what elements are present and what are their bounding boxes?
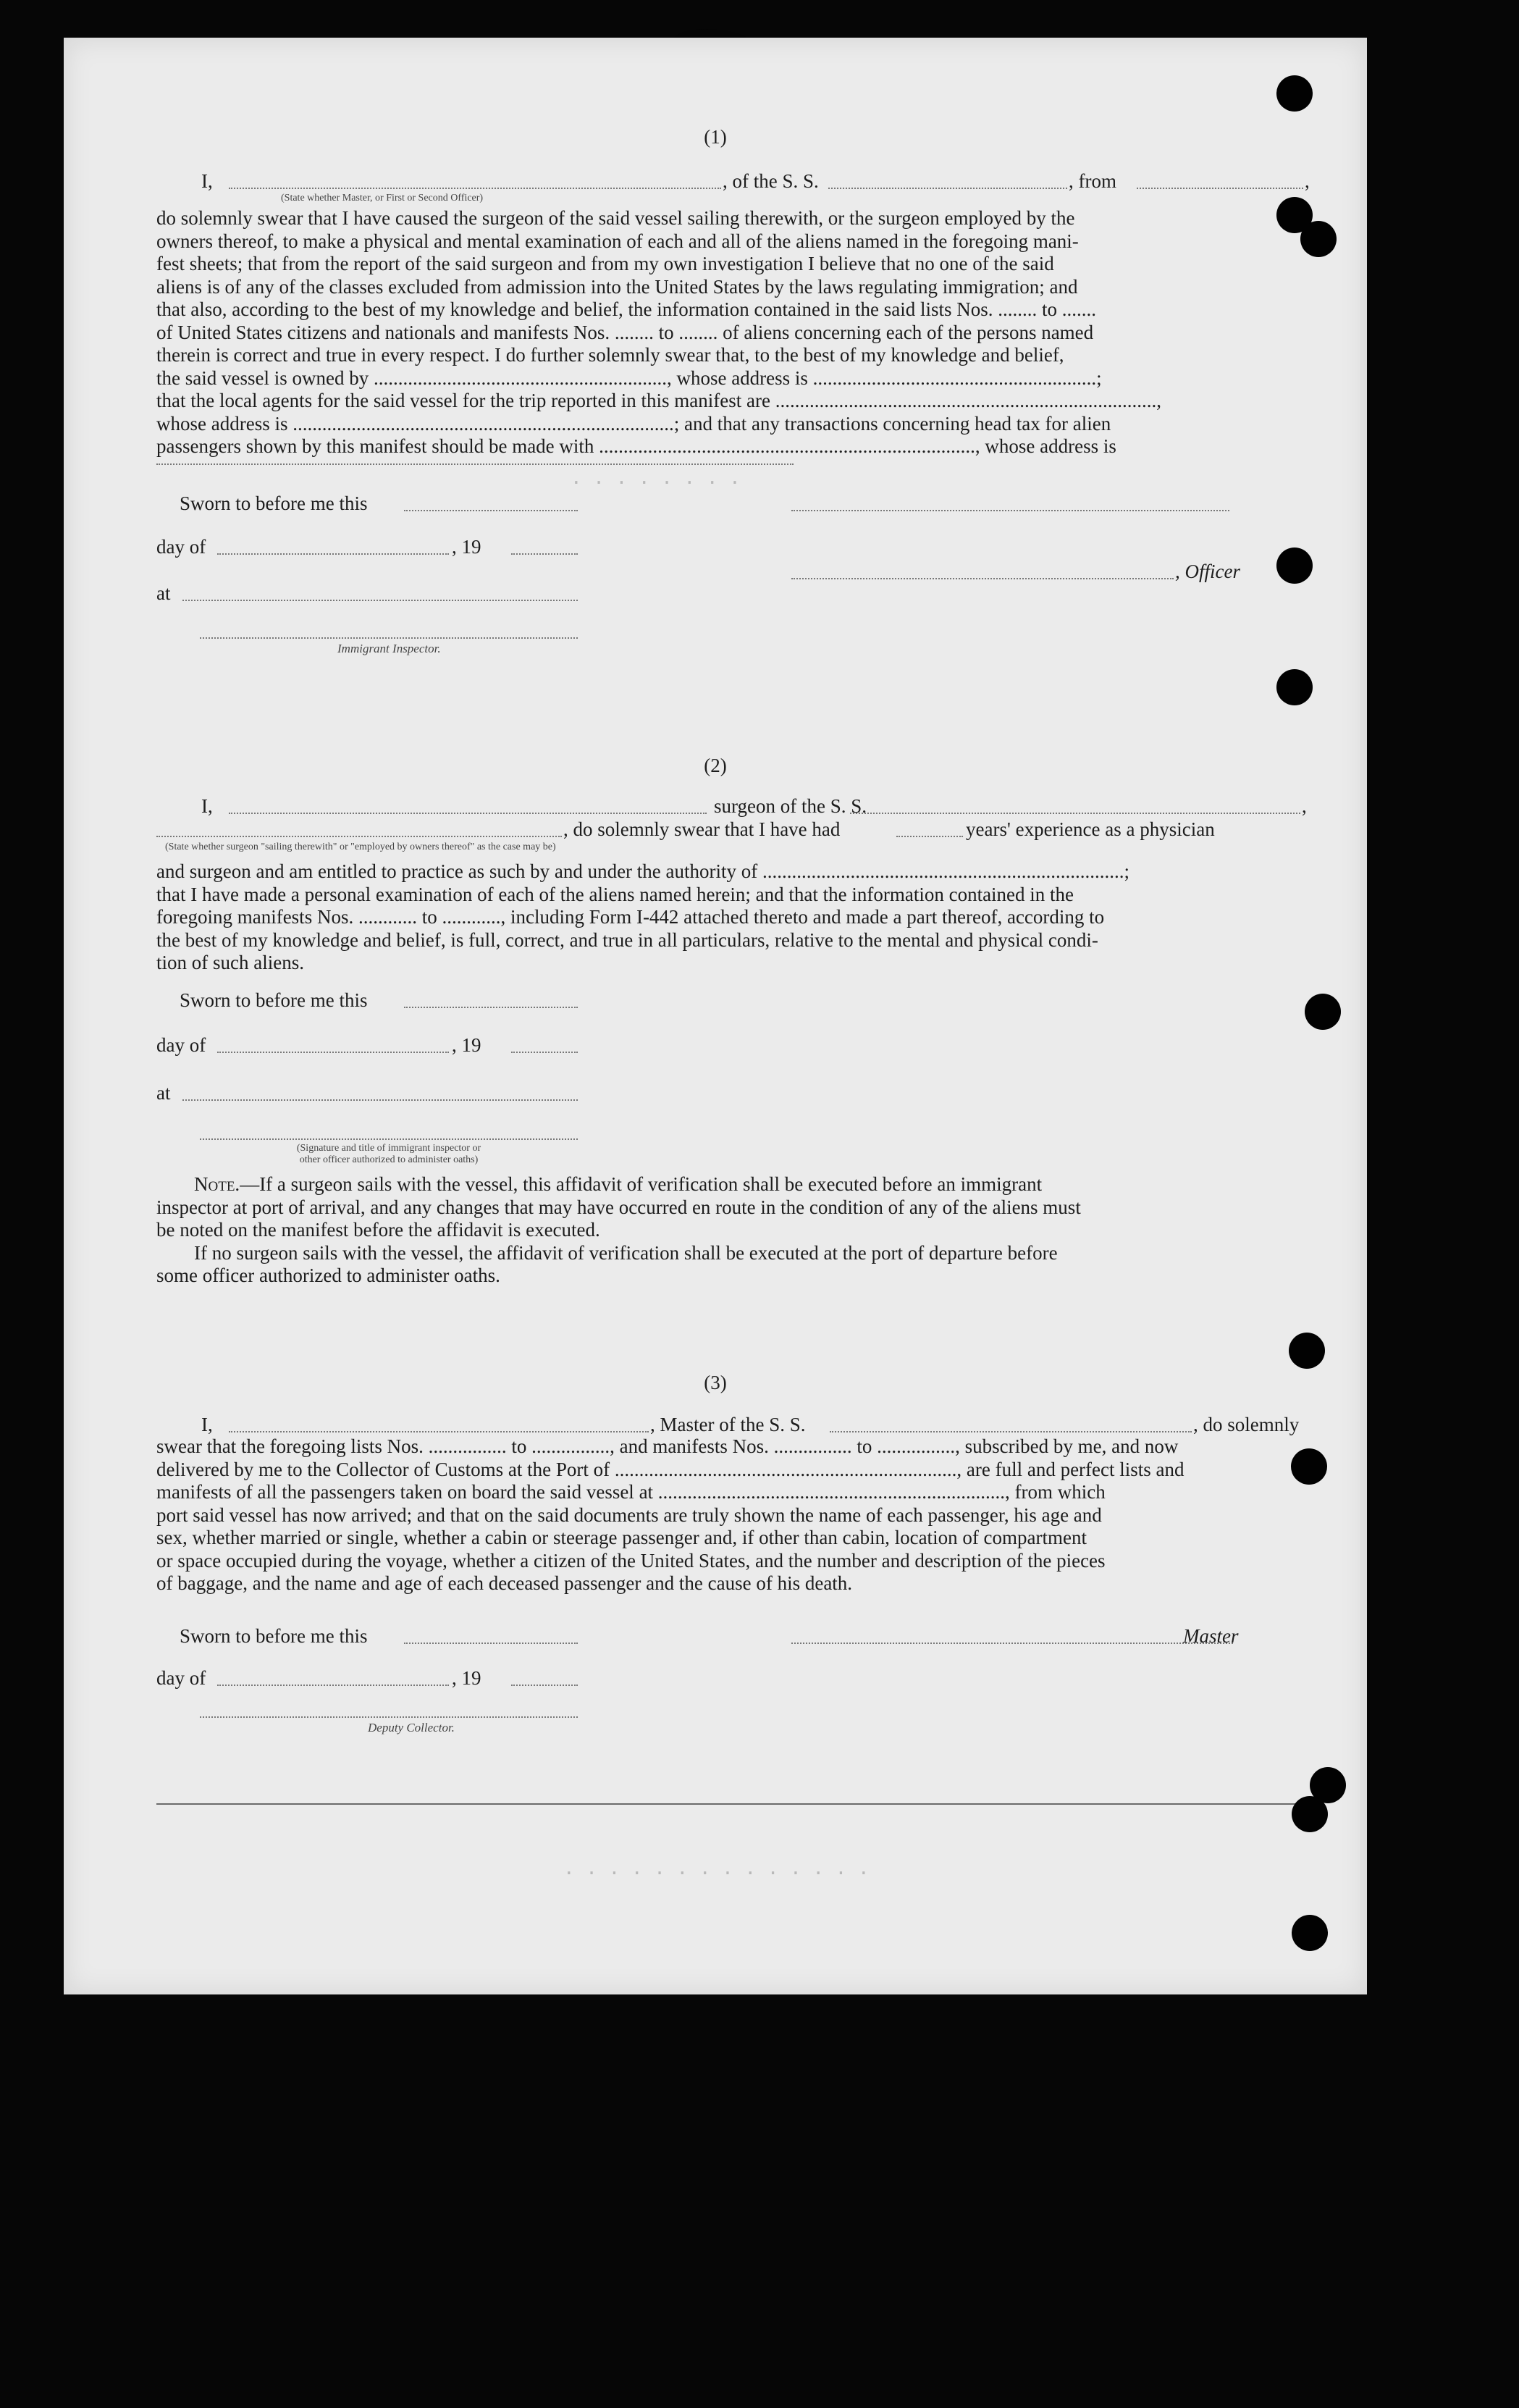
section-1-line: whose address is ..............................................................................; and that any transactions concerning head tax for alien xyxy=(156,412,1111,435)
section-2-sworn: Sworn to before me this xyxy=(180,989,368,1011)
section-3-line: sex, whether married or single, whether a cabin or steerage passenger and, if other than cabin, location of compartment xyxy=(156,1527,1087,1548)
years-experience-field[interactable] xyxy=(896,836,963,837)
section-2-number: (2) xyxy=(704,755,727,776)
section-1-line: that the local agents for the said vessel for the trip reported in this manifest are .............................................................................., xyxy=(156,390,1161,411)
section-3-master-of: , Master of the S. S. xyxy=(650,1414,806,1435)
section-3-body xyxy=(156,1435,1308,1595)
section-1-line: do solemnly swear that I have caused the surgeon of the said vessel sailing therewith, or the surgeon employed by the xyxy=(156,207,1075,229)
signature-caption-1: (Signature and title of immigrant inspector or xyxy=(296,1143,481,1154)
section-2-line: the best of my knowledge and belief, is full, correct, and true in all particulars, relative to the mental and physical condi- xyxy=(156,928,1098,951)
note-line: some officer authorized to administer oaths. xyxy=(156,1264,500,1286)
section-2-swear: , do solemnly swear that I have had xyxy=(563,818,841,840)
section-1-body xyxy=(156,207,1308,458)
section-1-line: aliens is of any of the classes excluded from admission into the United States by the laws regulating immigration; and xyxy=(156,275,1078,298)
at-place-field[interactable] xyxy=(182,1099,578,1101)
note-label: Note. xyxy=(194,1173,240,1195)
punch-hole xyxy=(1276,548,1313,584)
section-1-of-ss: , of the S. S. xyxy=(723,170,819,192)
section-1-number: (1) xyxy=(704,126,727,148)
section-3-do-solemnly: , do solemnly xyxy=(1193,1414,1300,1435)
year-field[interactable] xyxy=(511,1685,578,1686)
section-1-line: owners thereof, to make a physical and mental examination of each and all of the aliens named in the foregoing mani- xyxy=(156,230,1079,252)
punch-hole xyxy=(1300,221,1337,257)
note-line: be noted on the manifest before the affidavit is executed. xyxy=(156,1219,600,1241)
section-2-surgeon-of: surgeon of the S. S. xyxy=(714,795,867,817)
day-field[interactable] xyxy=(217,553,449,555)
section-3-line: swear that the foregoing lists Nos. ................ to ................, and manifests Nos. ................ to ................, subscribed by me, and now xyxy=(156,1435,1179,1457)
officer-label: , Officer xyxy=(1175,561,1240,582)
section-2-day-of: day of xyxy=(156,1034,206,1056)
year-field[interactable] xyxy=(511,1052,578,1053)
section-3-sworn: Sworn to before me this xyxy=(180,1625,368,1647)
note-paragraph xyxy=(156,1173,1308,1288)
day-field[interactable] xyxy=(217,1685,449,1686)
master-label: Master xyxy=(1183,1625,1239,1647)
section-1-line: that also, according to the best of my knowledge and belief, the information contained in the said lists Nos. ........ to ....... xyxy=(156,298,1096,320)
deputy-collector-caption: Deputy Collector. xyxy=(368,1721,455,1734)
day-field[interactable] xyxy=(217,1052,449,1053)
document-page xyxy=(64,38,1367,1994)
section-2-line: that I have made a personal examination of each of the aliens named herein; and that the information contained in the xyxy=(156,883,1074,905)
punch-hole xyxy=(1276,75,1313,112)
section-1-line: passengers shown by this manifest should be made with ............................................................................., whose address is xyxy=(156,435,1116,457)
section-1-sworn: Sworn to before me this xyxy=(180,492,368,514)
comma: , xyxy=(1302,795,1307,817)
surgeon-status-field[interactable] xyxy=(156,836,562,837)
punch-hole xyxy=(1291,1448,1327,1485)
sworn-date-field[interactable] xyxy=(404,510,578,511)
punch-hole xyxy=(1276,669,1313,705)
section-3-line: or space occupied during the voyage, whether a citizen of the United States, and the number and description of the pieces xyxy=(156,1549,1106,1572)
section-2-year: , 19 xyxy=(452,1034,481,1056)
section-2-body xyxy=(156,860,1308,975)
surgeon-status-caption: (State whether surgeon "sailing therewith" or "employed by owners thereof" as the case may be) xyxy=(165,842,556,852)
surgeon-name-field[interactable] xyxy=(229,813,707,814)
bottom-rule xyxy=(156,1803,1308,1805)
punch-hole xyxy=(1292,1796,1328,1832)
section-3-line: manifests of all the passengers taken on board the said vessel at ......................................................................., from which xyxy=(156,1481,1106,1503)
punch-hole xyxy=(1292,1915,1328,1951)
comma: , xyxy=(1305,170,1310,192)
section-1-i: I, xyxy=(201,170,213,192)
officer-rank-caption: (State whether Master, or First or Second Officer) xyxy=(281,193,484,204)
section-1-from: , from xyxy=(1069,170,1116,192)
section-3-year: , 19 xyxy=(452,1667,481,1689)
punch-hole xyxy=(1289,1333,1325,1369)
inspector-signature-line[interactable] xyxy=(200,637,578,639)
section-2-line: and surgeon and am entitled to practice as such by and under the authority of ..........................................................................; xyxy=(156,860,1130,882)
head-tax-address-field[interactable] xyxy=(156,463,794,465)
section-3-line: port said vessel has now arrived; and that on the said documents are truly shown the name of each passenger, his age and xyxy=(156,1503,1102,1526)
section-2-line: foregoing manifests Nos. ............ to ............, including Form I-442 attached thereto and made a part thereof, according to xyxy=(156,906,1105,928)
immigrant-inspector-caption: Immigrant Inspector. xyxy=(337,642,441,655)
section-1-day-of: day of xyxy=(156,536,206,558)
section-1-year: , 19 xyxy=(452,536,481,558)
officer-line[interactable] xyxy=(791,578,1174,579)
surgeon-vessel-field[interactable] xyxy=(850,813,1300,814)
section-3-day-of: day of xyxy=(156,1667,206,1689)
sworn-date-field[interactable] xyxy=(404,1007,578,1008)
section-2-line: tion of such aliens. xyxy=(156,952,304,973)
officer-name-field[interactable] xyxy=(229,188,721,189)
section-2-years: years' experience as a physician xyxy=(966,818,1215,840)
punch-hole xyxy=(1305,994,1341,1030)
signature-title-line[interactable] xyxy=(200,1138,578,1140)
section-3-number: (3) xyxy=(704,1372,727,1393)
section-3-line: of baggage, and the name and age of each deceased passenger and the cause of his death. xyxy=(156,1572,853,1594)
section-3-line: delivered by me to the Collector of Customs at the Port of ......................................................................, are full and perfect lists and xyxy=(156,1458,1185,1480)
section-1-line: fest sheets; that from the report of the said surgeon and from my own investigation I believe that no one of the said xyxy=(156,253,1054,274)
vessel-name-field[interactable] xyxy=(828,188,1067,189)
section-2-at: at xyxy=(156,1082,171,1104)
departure-port-field[interactable] xyxy=(1137,188,1303,189)
section-1-line: the said vessel is owned by ............................................................, whose address is ..........................................................; xyxy=(156,366,1102,389)
note-line: If no surgeon sails with the vessel, the affidavit of verification shall be executed at the port of departure before xyxy=(194,1241,1058,1264)
section-3-i: I, xyxy=(201,1414,213,1435)
collector-signature-line[interactable] xyxy=(200,1716,578,1718)
master-signature-line[interactable] xyxy=(791,1643,1233,1644)
master-vessel-field[interactable] xyxy=(830,1431,1192,1432)
master-name-field[interactable] xyxy=(229,1431,649,1432)
at-place-field[interactable] xyxy=(182,600,578,601)
note-line: inspector at port of arrival, and any changes that may have occurred en route in the condition of any of the aliens must xyxy=(156,1196,1081,1218)
section-1-at: at xyxy=(156,582,171,604)
section-1-line: of United States citizens and nationals and manifests Nos. ........ to ........ of aliens concerning each of the persons named xyxy=(156,321,1094,343)
officer-signature-line[interactable] xyxy=(791,510,1229,511)
section-1-line: therein is correct and true in every respect. I do further solemnly swear that, to the best of my knowledge and belief, xyxy=(156,344,1064,366)
bleed-through-marks: · · · · · · · · · · · · · · xyxy=(563,1863,870,1884)
bleed-through-marks: · · · · · · · · xyxy=(571,472,741,494)
sworn-date-field[interactable] xyxy=(404,1643,578,1644)
year-field[interactable] xyxy=(511,553,578,555)
signature-caption-2: other officer authorized to administer oaths) xyxy=(299,1154,479,1165)
note-line: —If a surgeon sails with the vessel, this affidavit of verification shall be executed before an immigrant xyxy=(240,1173,1043,1195)
section-2-i: I, xyxy=(201,795,213,817)
